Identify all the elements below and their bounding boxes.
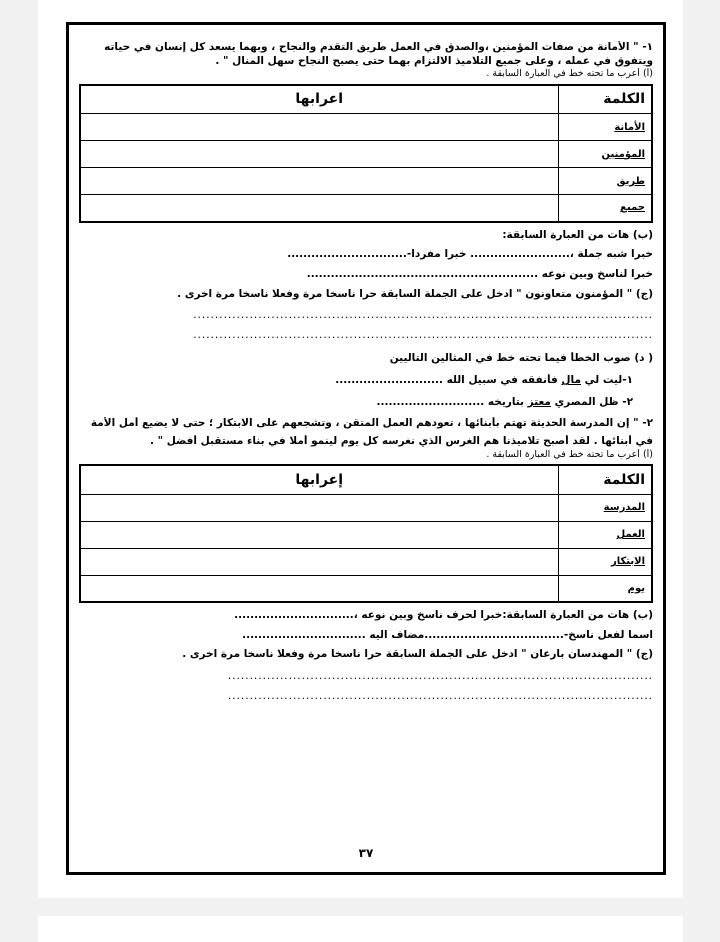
q2-b2: اسما لفعل ناسخ-...................................مضاف اليه ............................... — [242, 628, 653, 641]
q2-text-line2: في أبنائها . لقد أصبح تلاميذنا هم الغرس الذي نغرسه كل يوم لينمو أملا في بناء مستقبل أفضل " . — [150, 435, 653, 448]
answer-cell — [80, 521, 558, 548]
answer-cell — [80, 494, 558, 521]
q1-d1-underlined: مال — [561, 374, 581, 387]
q1-d1-rest: فأنفقه في سبيل الله ........................... — [335, 374, 558, 387]
table-row — [80, 521, 652, 548]
q1-a-label: (أ) أعرب ما تحته خط في العبارة السابقة . — [486, 68, 653, 80]
q1-d2 — [79, 396, 653, 410]
table-row — [80, 575, 652, 602]
table-row — [80, 548, 652, 575]
page-number: ٣٧ — [358, 846, 374, 861]
answer-cell — [80, 195, 558, 222]
answer-cell — [80, 114, 558, 141]
q2-col-word-header: الكلمة — [558, 465, 652, 494]
q1-word: الأمانة — [558, 114, 652, 141]
answer-cell — [80, 141, 558, 168]
q1-word: المؤمنين — [558, 141, 652, 168]
answer-cell — [80, 548, 558, 575]
q1-text-line2: ويتفوق في عمله ، وعلى جميع التلاميذ الالتزام بهما حتى يصبح النجاح سهل المنال " . — [215, 54, 653, 67]
table-row — [80, 195, 652, 222]
q2-word: العمل — [558, 521, 652, 548]
table-row — [80, 141, 652, 168]
next-page-edge — [38, 916, 683, 942]
q1-col-word-header: الكلمة — [558, 85, 652, 114]
q1-text-line1: ١- " الأمانة من صفات المؤمنين ،والصدق في العمل طريق التقدم والنجاح ، وبهما يسعد كل إنسان في حياته — [104, 41, 653, 53]
q1-d1-text: ١-ليت لي — [584, 374, 633, 387]
q1-d2-underlined: معتز — [527, 395, 551, 408]
q1-b1: خبرا شبه جملة ،......................... خبرا مفردا-.............................. — [287, 248, 653, 261]
q1-d2-rest: بتاريخه ........................... — [376, 395, 524, 408]
table-row — [80, 494, 652, 521]
document-page — [38, 0, 683, 898]
q1-word: طريق — [558, 168, 652, 195]
q2-c-answer-line2: .................................................................................................. — [227, 689, 653, 702]
q2-word: يوم — [558, 575, 652, 602]
q1-parsing-table — [79, 84, 653, 223]
q2-word: المدرسة — [558, 494, 652, 521]
q2-b1: (ب) هات من العبارة السابقة:خبرا لحرف ناسخ وبين نوعه ،.............................. — [234, 609, 653, 622]
q1-d-label: ( د) صوب الخطأ فيما تحته خط في المثالين التاليين — [389, 352, 653, 365]
page-frame — [66, 22, 666, 875]
q1-d2-text: ٢- ظل المصري — [554, 395, 633, 408]
q1-c-answer-line2: .......................................................................................................... — [193, 328, 653, 341]
q2-c-answer-line1: .................................................................................................. — [227, 669, 653, 682]
q1-col-answer-header: اعرابها — [80, 85, 558, 114]
q2-c-label: (ج) " المهندسان بارعان " ادخل على الجملة السابقة حرا ناسخا مرة وفعلا ناسخا مرة اخرى . — [182, 648, 653, 661]
q1-c-label: (ج) " المؤمنون متعاونون " ادخل على الجملة السابقة حرا ناسخا مرة وفعلا ناسخا مرة اخرى . — [177, 287, 653, 300]
table-row — [80, 168, 652, 195]
q1-c-answer-line1: .......................................................................................................... — [193, 309, 653, 322]
q2-a-label: (أ) أعرب ما تحته خط في العبارة السابقة . — [486, 448, 653, 460]
answer-cell — [80, 575, 558, 602]
q2-word: الابتكار — [558, 548, 652, 575]
q1-word: جميع — [558, 195, 652, 222]
q1-b-label: (ب) هات من العبارة السابقة: — [502, 228, 653, 241]
q2-parsing-table — [79, 464, 653, 603]
answer-cell — [80, 168, 558, 195]
q1-b2: خبرا لناسخ وبين نوعه .......................................................... — [306, 267, 653, 280]
q2-col-answer-header: إعرابها — [80, 465, 558, 494]
q2-text-line1: ٢- " إن المدرسة الحديثة تهتم بأبنائها ، تعودهم العمل المتقن ، وتشجعهم على الابتكار ؛ حتى لا يضيع أمل الأمة — [90, 417, 653, 430]
table-row — [80, 114, 652, 141]
q1-d1 — [79, 374, 653, 388]
